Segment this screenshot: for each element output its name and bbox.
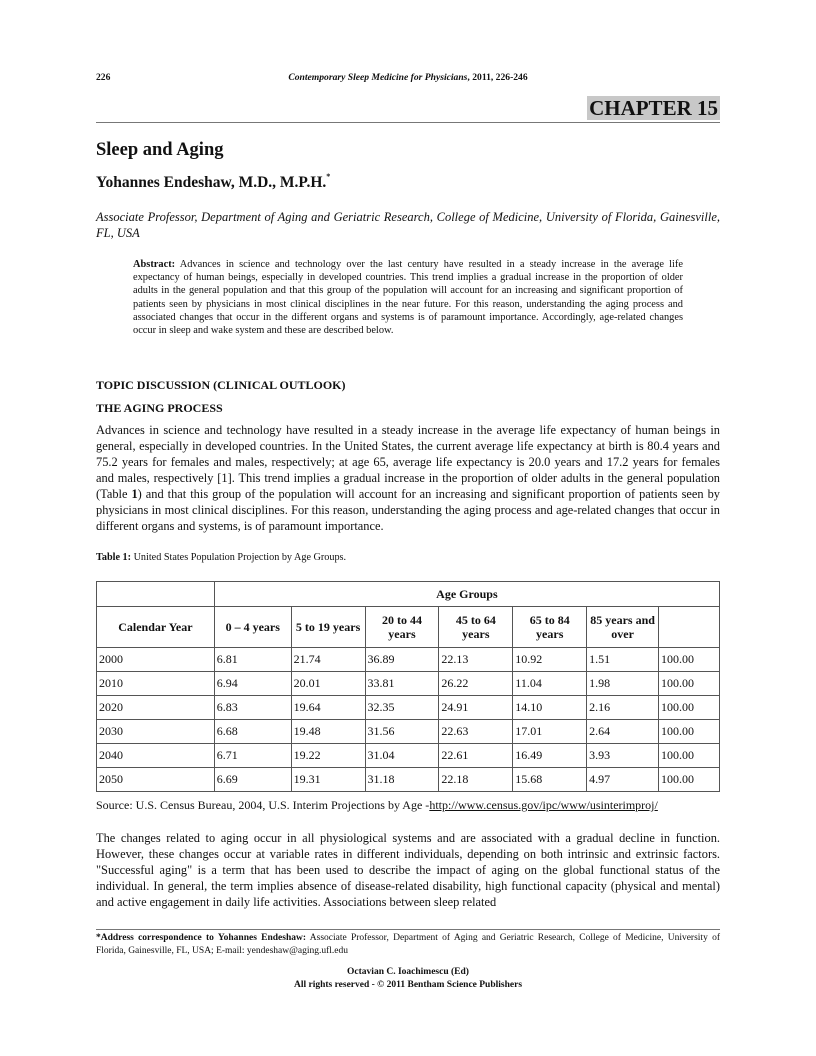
table-cell-value: 21.74 xyxy=(291,648,365,672)
table-row xyxy=(97,696,720,720)
table-cell-value: 100.00 xyxy=(659,648,720,672)
table-cell-value: 17.01 xyxy=(513,720,587,744)
table-cell-value: 31.56 xyxy=(365,720,439,744)
table-cell-value: 2.64 xyxy=(587,720,659,744)
table-column-header: Calendar Year xyxy=(97,607,215,648)
table-caption-label: Table 1: xyxy=(96,552,132,563)
population-projection-table xyxy=(96,581,720,792)
table-caption-text: United States Population Projection by Age Groups. xyxy=(131,552,347,563)
table-cell-value: 6.71 xyxy=(214,744,291,768)
table-header-empty xyxy=(97,582,215,607)
table-cell-value: 100.00 xyxy=(659,768,720,792)
table-cell-value: 31.04 xyxy=(365,744,439,768)
section-heading-topic: TOPIC DISCUSSION (CLINICAL OUTLOOK) xyxy=(96,378,346,392)
paragraph-text: Advances in science and technology have resulted in a steady increase in the average life expectancy of human beings in general, especially in developed countries. In the United States, the current average life expectancy at birth is 80.4 years and 75.2 years for females and males, respectively; at age 65, average life expectancy is 20.0 years and 17.2 years for females and males, respectively [1]. This trend implies a gradual increase in the proportion of older adults in the general population (Table xyxy=(96,423,720,501)
header-divider xyxy=(96,122,720,123)
source-link[interactable]: http://www.census.gov/ipc/www/usinterimproj/ xyxy=(429,798,658,812)
table-cell-value: 100.00 xyxy=(659,720,720,744)
table-cell-value: 6.81 xyxy=(214,648,291,672)
table-row xyxy=(97,672,720,696)
table-cell-value: 31.18 xyxy=(365,768,439,792)
table-cell-value: 100.00 xyxy=(659,696,720,720)
table-cell-value: 16.49 xyxy=(513,744,587,768)
table-group-header: Age Groups xyxy=(214,582,719,607)
chapter-label: CHAPTER 15 xyxy=(589,96,718,120)
table-cell-year: 2040 xyxy=(97,744,215,768)
table-cell-value: 6.83 xyxy=(214,696,291,720)
table-cell-value: 22.63 xyxy=(439,720,513,744)
table-cell-value: 11.04 xyxy=(513,672,587,696)
journal-year-pages: , 2011, 226-246 xyxy=(467,72,528,83)
table-column-header: 5 to 19 years xyxy=(291,607,365,648)
author-affiliation: Associate Professor, Department of Aging and Geriatric Research, College of Medicine, University of Florida, Gainesville, FL, USA xyxy=(96,210,720,240)
table-cell-value: 6.94 xyxy=(214,672,291,696)
table-cell-value: 24.91 xyxy=(439,696,513,720)
running-header xyxy=(96,72,720,86)
table-column-header: 85 years and over xyxy=(587,607,659,648)
table-cell-value: 32.35 xyxy=(365,696,439,720)
table-cell-value: 1.51 xyxy=(587,648,659,672)
table-header-row xyxy=(97,607,720,648)
table-cell-value: 3.93 xyxy=(587,744,659,768)
table-row xyxy=(97,720,720,744)
footnote-text: Associate Professor, Department of Aging and Geriatric Research, College of Medicine, University of Florida, Gainesville, FL, USA; E-mail: yendeshaw@aging.ufl.edu xyxy=(96,933,720,956)
author-name: Yohannes Endeshaw, M.D., M.P.H. xyxy=(96,174,327,191)
table-cell-value: 22.61 xyxy=(439,744,513,768)
table-cell-value: 10.92 xyxy=(513,648,587,672)
table-row xyxy=(97,744,720,768)
source-text: Source: U.S. Census Bureau, 2004, U.S. Interim Projections by Age - xyxy=(96,798,430,812)
table-cell-value: 19.64 xyxy=(291,696,365,720)
table-cell-value: 15.68 xyxy=(513,768,587,792)
table-cell-value: 19.48 xyxy=(291,720,365,744)
table-cell-value: 1.98 xyxy=(587,672,659,696)
table-cell-year: 2020 xyxy=(97,696,215,720)
table-column-header xyxy=(659,607,720,648)
author-line xyxy=(96,174,330,192)
footnote-label: *Address correspondence to Yohannes Endeshaw: xyxy=(96,933,307,943)
journal-title xyxy=(96,72,720,83)
correspondence-footnote xyxy=(96,932,720,957)
table-cell-year: 2010 xyxy=(97,672,215,696)
table-cell-value: 2.16 xyxy=(587,696,659,720)
table-caption xyxy=(96,552,346,563)
table-cell-value: 6.69 xyxy=(214,768,291,792)
table-row xyxy=(97,648,720,672)
table-cell-value: 22.18 xyxy=(439,768,513,792)
table-cell-value: 19.22 xyxy=(291,744,365,768)
table-column-header: 0 – 4 years xyxy=(214,607,291,648)
paragraph-text: ) and that this group of the population will account for an increasing and significant proportion of patients seen by physicians in most clinical disciplines. For this reason, understanding the aging process and age-related changes that occur in different organs and systems, is of paramount importance. xyxy=(96,487,720,533)
table-cell-value: 4.97 xyxy=(587,768,659,792)
table-cell-value: 100.00 xyxy=(659,744,720,768)
table-cell-value: 22.13 xyxy=(439,648,513,672)
table-column-header: 45 to 64 years xyxy=(439,607,513,648)
table-cell-value: 14.10 xyxy=(513,696,587,720)
abstract-text: Advances in science and technology over the last century have resulted in a steady increase in the average life expectancy of human beings, especially in developed countries. This trend implies a gradual increase in the proportion of older adults in the general population and that this group of the population will account for an increasing and significant proportion of patients seen by physicians in most clinical disciplines in the near future. For this reason, understanding the aging process and associated changes that occur in the different organs and systems is of paramount importance. Accordingly, age-related changes occur in sleep and wake system and these are described below. xyxy=(133,259,683,337)
table-cell-value: 6.68 xyxy=(214,720,291,744)
table-body xyxy=(97,648,720,792)
abstract xyxy=(133,258,683,337)
table-source xyxy=(96,798,658,813)
table-cell-value: 20.01 xyxy=(291,672,365,696)
table-cell-value: 26.22 xyxy=(439,672,513,696)
table-cell-value: 19.31 xyxy=(291,768,365,792)
paragraph-aging-intro xyxy=(96,422,720,534)
table-cell-year: 2000 xyxy=(97,648,215,672)
table-cell-year: 2030 xyxy=(97,720,215,744)
footnote-marker[interactable]: * xyxy=(326,172,331,181)
table-cell-value: 100.00 xyxy=(659,672,720,696)
editor-line: Octavian C. Ioachimescu (Ed) xyxy=(347,967,469,977)
footnote-divider xyxy=(96,929,720,930)
abstract-label: Abstract: xyxy=(133,259,176,270)
page-number: 226 xyxy=(96,72,111,83)
paragraph-successful-aging: The changes related to aging occur in all physiological systems and are associated with a gradual decline in function. However, these changes occur at variable rates in different individuals, depending on both intrinsic and extrinsic factors. "Successful aging" is a term that has been used to describe the impact of aging on the global functional status of the individual. In general, the term implies absence of disease-related disability, high functional capacity (physical and mental) and active engagement in daily life activities. Associations between sleep related xyxy=(96,831,720,909)
rights-line: All rights reserved - © 2011 Bentham Science Publishers xyxy=(293,979,523,990)
table-group-header-row xyxy=(97,582,720,607)
table-column-header: 65 to 84 years xyxy=(513,607,587,648)
table-cell-year: 2050 xyxy=(97,768,215,792)
article-title: Sleep and Aging xyxy=(96,140,224,160)
publisher-info xyxy=(96,966,720,991)
journal-name: Contemporary Sleep Medicine for Physicians xyxy=(288,72,468,83)
table-row xyxy=(97,768,720,792)
table-column-header: 20 to 44 years xyxy=(365,607,439,648)
table-reference[interactable]: 1 xyxy=(131,487,138,501)
table-cell-value: 36.89 xyxy=(365,648,439,672)
table-cell-value: 33.81 xyxy=(365,672,439,696)
section-heading-aging: THE AGING PROCESS xyxy=(96,401,223,415)
